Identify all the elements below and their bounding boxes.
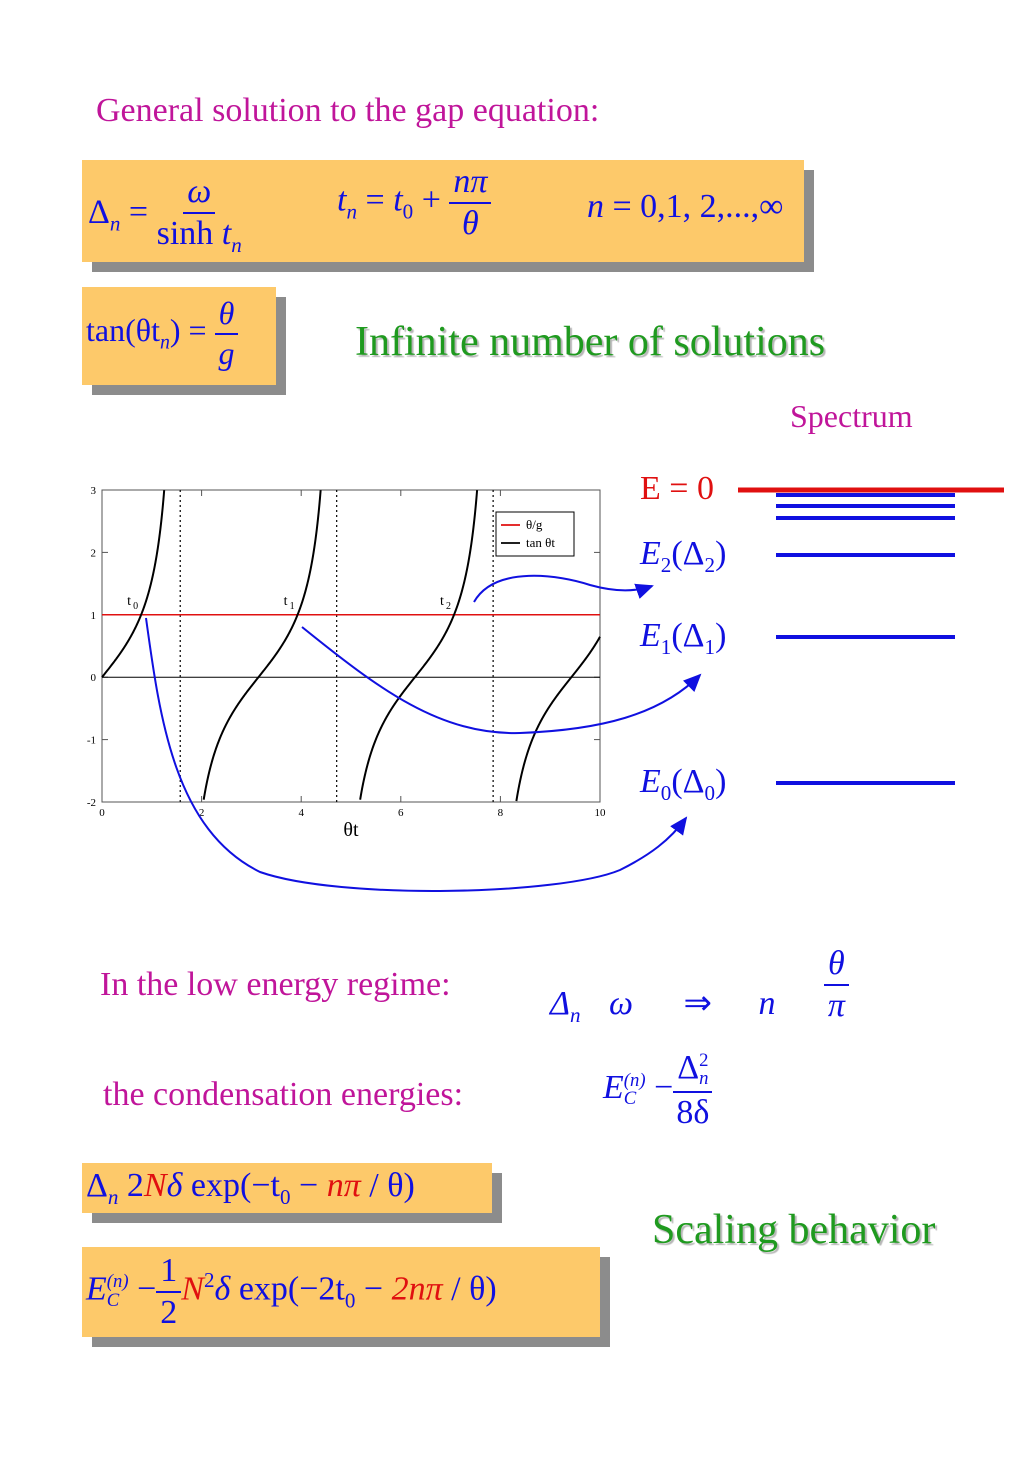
cond-fraction — [673, 1050, 712, 1131]
tan-close: ) = — [169, 311, 207, 348]
spectrum-label: Spectrum — [790, 398, 913, 434]
n-range-text: = 0,1, 2,...,∞ — [612, 188, 784, 225]
omega-symbol: ω — [187, 173, 212, 210]
cond-den: 8δ — [676, 1093, 710, 1131]
npi-symbol: nπ — [453, 163, 488, 200]
root-label-1: t — [283, 593, 288, 609]
e2-delta: (Δ — [671, 535, 705, 572]
x-axis-label: θt — [343, 819, 359, 841]
b4-mid: − — [355, 1270, 392, 1308]
b3-delta-sub: n — [107, 1184, 119, 1209]
y-tick-label-2: 0 — [90, 672, 96, 685]
b3-slash: / θ) — [360, 1167, 415, 1204]
legend-label-1: tan θt — [526, 535, 555, 550]
y-tick-label-4: 2 — [90, 547, 96, 560]
level-label-e2: $E_2(\Delta_2)$ — [640, 535, 727, 577]
b3-delta: Δ — [86, 1167, 108, 1204]
x-tick-label-0: 0 — [99, 807, 105, 819]
low-omega: ω — [609, 985, 634, 1023]
b4-half — [156, 1253, 181, 1330]
delta-scaling-formula — [86, 1167, 415, 1210]
energy-scaling-formula — [86, 1253, 497, 1330]
energy-scaling-box — [82, 1247, 600, 1337]
tn-symbol: t — [337, 181, 347, 219]
t-symbol: t — [221, 214, 232, 252]
b4-slash: / θ) — [442, 1270, 497, 1308]
t-subscript: n — [231, 232, 242, 257]
legend-label-0: θ/g — [526, 517, 543, 532]
e1-delta: (Δ — [671, 617, 705, 654]
b4-N-sup: 2 — [203, 1268, 215, 1293]
e0-symbol: E — [640, 763, 661, 800]
level-label-e0: $E_0(\Delta_0)$ — [640, 763, 727, 805]
b4-delta: δ — [214, 1270, 231, 1308]
scaling-behavior-title: Scaling behavior — [652, 1207, 936, 1253]
b3-t0-sub: 0 — [279, 1184, 291, 1209]
root-label-2: t — [440, 593, 444, 609]
condensation-formula — [603, 1050, 712, 1131]
t0-symbol: t — [393, 181, 403, 219]
theta-symbol: θ — [462, 204, 479, 242]
x-tick-label-4: 8 — [497, 807, 504, 819]
y-tick-label-1: -1 — [86, 734, 96, 747]
tan-subscript: n — [159, 331, 170, 354]
implies-symbol: ⇒ — [683, 985, 713, 1023]
level-label-e1: $E_1(\Delta_1)$ — [640, 617, 727, 659]
root-label-0: t — [127, 593, 131, 609]
e0-delta-subscript: 0 — [704, 780, 716, 805]
section-heading: General solution to the gap equation: — [96, 92, 600, 129]
cond-delta-sup: 2 — [699, 1049, 709, 1071]
low-energy-label: In the low energy regime: — [100, 966, 451, 1003]
condensation-label: the condensation energies: — [103, 1076, 464, 1113]
cond-sub: C — [623, 1088, 637, 1110]
sinh-text: sinh — [156, 214, 214, 252]
n-symbol: n — [587, 188, 604, 225]
b4-E: E — [86, 1270, 107, 1308]
theta-over-pi — [824, 946, 849, 1023]
b4-N: N — [181, 1270, 204, 1308]
b3-exp: exp(−t — [190, 1167, 280, 1204]
root-sub-0: 0 — [133, 600, 139, 612]
e2-symbol: E — [640, 535, 661, 572]
e1-delta-subscript: 1 — [704, 634, 716, 659]
x-tick-label-2: 4 — [298, 807, 304, 819]
theta-num: θ — [218, 295, 235, 331]
b4-sup: (n) — [106, 1270, 129, 1292]
x-tick-label-5: 10 — [594, 807, 606, 819]
cond-E: E — [603, 1069, 624, 1107]
delta-symbol: Δ — [88, 193, 110, 231]
cond-minus: − — [654, 1069, 674, 1107]
b4-exp: exp(−2t — [238, 1270, 345, 1308]
b4-2npi: 2nπ — [391, 1270, 443, 1308]
e1-symbol: E — [640, 617, 661, 654]
low-delta-sub: n — [569, 1003, 581, 1028]
low-delta: Δ — [550, 985, 570, 1023]
low-n: n — [758, 985, 776, 1023]
delta-subscript: n — [109, 211, 121, 236]
delta-formula: $\Delta_n$ = $\frac{\omega}{\sinh t_n}$ — [88, 173, 242, 257]
b4-t0-sub: 0 — [344, 1288, 356, 1313]
b3-N: N — [143, 1167, 167, 1204]
level-zero-text: E = 0 — [640, 470, 714, 507]
infinite-solutions-title: Infinite number of solutions — [355, 319, 826, 365]
y-tick-label-3: 1 — [90, 609, 96, 622]
g-den: g — [218, 334, 235, 371]
y-tick-label-5: 3 — [90, 485, 96, 497]
b4-minus: − — [137, 1270, 157, 1308]
b4-one: 1 — [156, 1253, 181, 1293]
b3-two: 2 — [126, 1167, 144, 1204]
x-tick-label-1: 2 — [198, 807, 205, 819]
e1-subscript: 1 — [660, 634, 672, 659]
b3-npi: nπ — [326, 1167, 361, 1204]
tn-formula: $t_n = t_0$ + $\frac{n\pi}{\theta}$ — [337, 164, 491, 241]
e0-subscript: 0 — [660, 780, 672, 805]
t0-subscript: 0 — [402, 199, 414, 224]
e2-subscript: 2 — [660, 552, 672, 577]
b4-two: 2 — [160, 1293, 178, 1331]
cond-delta-sub: n — [699, 1068, 709, 1090]
y-tick-label-0: -2 — [86, 797, 96, 809]
cond-sup: (n) — [623, 1069, 646, 1091]
tn-subscript: n — [346, 199, 357, 224]
root-sub-1: 1 — [289, 600, 295, 612]
b4-sub: C — [106, 1289, 120, 1311]
b3-minus: − — [290, 1167, 327, 1204]
e2-delta-subscript: 2 — [704, 552, 716, 577]
low-pi: π — [827, 986, 845, 1024]
x-tick-label-3: 6 — [398, 807, 404, 819]
low-theta: θ — [828, 945, 845, 982]
cond-delta: Δ — [677, 1049, 700, 1086]
low-energy-formula — [550, 945, 849, 1028]
root-sub-2: 2 — [446, 600, 452, 612]
b3-delta-small: δ — [166, 1167, 183, 1204]
e0-delta: (Δ — [671, 763, 705, 800]
tan-text: tan(θt — [86, 311, 160, 348]
delta-scaling-box — [82, 1163, 492, 1213]
